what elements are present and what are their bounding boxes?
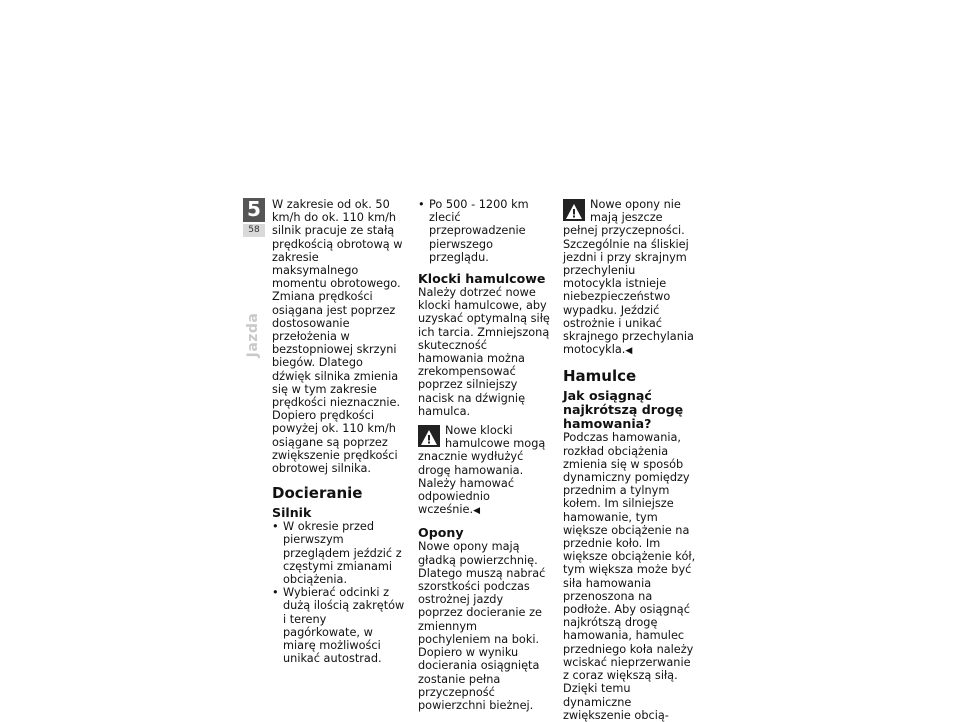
list-item: • W okresie przed pierwszym przeglądem jeździć z częstymi zmianami obciążenia. bbox=[272, 520, 402, 587]
end-of-section-icon: ◀ bbox=[625, 346, 633, 357]
column-3 bbox=[563, 198, 696, 722]
tyre-warning bbox=[563, 198, 696, 358]
bullet-icon: • bbox=[272, 520, 279, 534]
subheading-silnik: Silnik bbox=[272, 505, 312, 521]
tyre-warning-text: Nowe opony nie mają jeszcze pełnej przyczepności. Szczególnie na śliskiej jezdni i przy skrajnym przechyleniu motocykla istnieje niebezpieczeństwo wypadku. Jeździć ostrożnie i unikać skrajnego przechylania motocykla. bbox=[563, 198, 694, 357]
braking-paragraph: Podczas hamowania, rozkład obciążenia zmienia się w sposób dynamiczny pomiędzy przednim a tylnym kołem. Im silniejsze hamowanie, tym większe obciążenie na przednie koło. Im większe obciążenie kół, tym większa może być siła hamowania przenoszona na podłoże. Aby osiągnąć najkrótszą drogę hamowania, hamulec przedniego koła należy wciskać nieprzerwanie z coraz większą siłą. Dzięki temu dynamiczne zwiększenie obcią- bbox=[563, 431, 696, 722]
chapter-number: 5 bbox=[243, 198, 265, 222]
tyres-paragraph: Nowe opony mają gładką powierzchnię. Dlatego muszą nabrać szorstkości podczas ostrożnej jazdy poprzez docieranie ze zmiennym pochyleniem na boki. Dopiero w wyniku docierania osiągnięta zostanie pełna przyczepność powierzchni bieżnej. bbox=[418, 540, 546, 712]
warning-triangle-icon bbox=[418, 425, 440, 447]
warning-triangle-icon bbox=[563, 199, 585, 221]
chapter-title: Jazda bbox=[245, 312, 261, 358]
engine-bullet-list bbox=[272, 520, 405, 665]
brake-warning bbox=[418, 424, 551, 518]
brake-pads-paragraph: Należy dotrzeć nowe klocki hamulcowe, aby uzyskać optymalną siłę ich tarcia. Zmniejszoną skuteczność hamowania można zrekompensować poprzez silniejszy nacisk na dźwignię hamulca. bbox=[418, 286, 550, 418]
section-heading-hamulce: Hamulce bbox=[563, 367, 637, 386]
list-item: • Po 500 - 1200 km zlecić przeprowadzenie pierwszego przeglądu. bbox=[418, 198, 529, 264]
chapter-tab bbox=[243, 198, 265, 237]
subheading-shortest-braking: Jak osiągnąć najkrótszą drogę hamowania? bbox=[563, 388, 684, 432]
intro-paragraph: W zakresie od ok. 50 km/h do ok. 110 km/h silnik pracuje ze stałą prędkością obrotową w zakresie maksymalnego momentu obrotowego. Zmiana prędkości osiągana jest poprzez dostosowanie przełożenia w bezstopniowej skrzyni biegów. Dlatego dźwięk silnika zmienia się w tym zakresie prędkości nieznacznie. Dopiero prędkości powyżej ok. 110 km/h osiągane są poprzez zwiększenie prędkości obrotowej silnika. bbox=[272, 198, 403, 476]
inspection-bullet-list bbox=[418, 198, 551, 264]
page-number: 58 bbox=[243, 224, 265, 237]
list-item: • Wybierać odcinki z dużą ilością zakrętów i tereny pagórkowate, w miarę możliwości unikać autostrad. bbox=[272, 586, 405, 666]
end-of-section-icon: ◀ bbox=[473, 506, 480, 517]
section-heading-docieranie: Docieranie bbox=[272, 484, 363, 503]
subheading-brake-pads: Klocki hamulcowe bbox=[418, 271, 546, 287]
bullet-icon: • bbox=[272, 586, 279, 600]
column-2 bbox=[418, 198, 551, 712]
column-1 bbox=[272, 198, 405, 666]
bullet-icon: • bbox=[418, 198, 425, 211]
subheading-tyres: Opony bbox=[418, 525, 464, 541]
brake-warning-text: Nowe klocki hamulcowe mogą znacznie wydłużyć drogę hamowania. Należy hamować odpowiednio wcześnie. bbox=[418, 424, 546, 517]
